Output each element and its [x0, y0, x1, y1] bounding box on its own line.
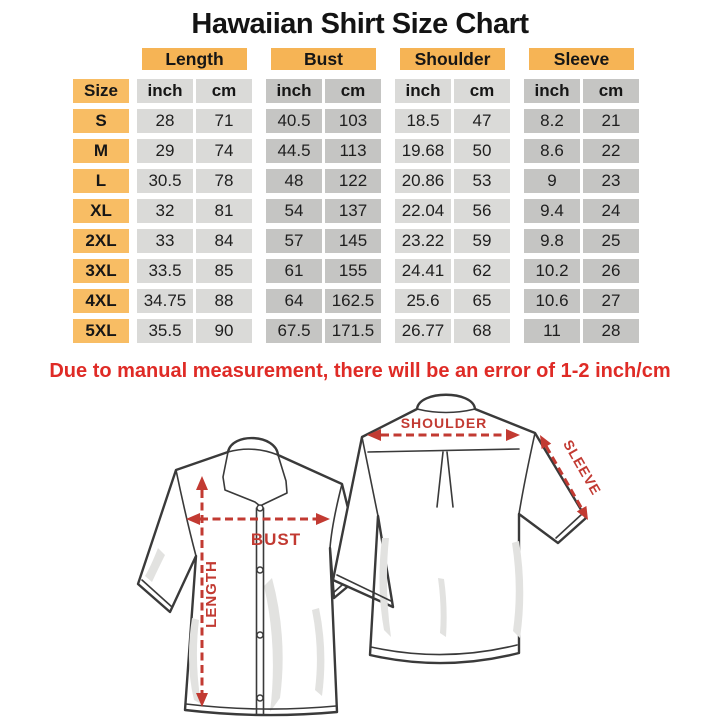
size-label: 2XL	[73, 229, 129, 253]
sleeve-cm-value: 23	[583, 169, 639, 193]
shoulder-values	[395, 139, 510, 163]
table-row	[73, 319, 639, 343]
length-inch-value: 33	[137, 229, 193, 253]
length-cm-value: 88	[196, 289, 252, 313]
size-label: 4XL	[73, 289, 129, 313]
sleeve-values	[524, 289, 639, 313]
bust-inch-value: 44.5	[266, 139, 322, 163]
table-row	[73, 169, 639, 193]
length-inch-value: 32	[137, 199, 193, 223]
bust-inch-value: 57	[266, 229, 322, 253]
bust-cm-value: 137	[325, 199, 381, 223]
group-header-row	[137, 48, 639, 70]
length-values	[137, 319, 252, 343]
size-header-cell: Size	[73, 79, 129, 103]
shoulder-inch-value: 25.6	[395, 289, 451, 313]
size-label: 3XL	[73, 259, 129, 283]
sleeve-cm-value: 27	[583, 289, 639, 313]
shoulder-values	[395, 289, 510, 313]
size-label: S	[73, 109, 129, 133]
length-cm-value: 74	[196, 139, 252, 163]
table-row	[73, 139, 639, 163]
length-values	[137, 229, 252, 253]
button	[257, 632, 263, 638]
length-values	[137, 199, 252, 223]
length-inch-value: 33.5	[137, 259, 193, 283]
unit-inch-cell: inch	[137, 79, 193, 103]
shoulder-cm-value: 50	[454, 139, 510, 163]
unit-inch-cell: inch	[395, 79, 451, 103]
sleeve-values	[524, 169, 639, 193]
bust-values	[266, 289, 381, 313]
length-inch-value: 34.75	[137, 289, 193, 313]
shoulder-cm-value: 56	[454, 199, 510, 223]
table-row	[73, 289, 639, 313]
bust-cm-value: 103	[325, 109, 381, 133]
bust-inch-value: 64	[266, 289, 322, 313]
size-label: XL	[73, 199, 129, 223]
sleeve-values	[524, 199, 639, 223]
button	[257, 567, 263, 573]
length-cm-value: 81	[196, 199, 252, 223]
sleeve-cm-value: 28	[583, 319, 639, 343]
shoulder-label: SHOULDER	[400, 415, 488, 431]
bust-values	[266, 319, 381, 343]
unit-cm-cell: cm	[196, 79, 252, 103]
button	[257, 695, 263, 701]
shoulder-cm-value: 62	[454, 259, 510, 283]
shoulder-inch-value: 22.04	[395, 199, 451, 223]
bust-inch-value: 61	[266, 259, 322, 283]
length-inch-value: 29	[137, 139, 193, 163]
unit-inch-cell: inch	[524, 79, 580, 103]
sleeve-values	[524, 229, 639, 253]
shoulder-inch-value: 18.5	[395, 109, 451, 133]
unit-cm-cell: cm	[583, 79, 639, 103]
shoulder-inch-value: 19.68	[395, 139, 451, 163]
sleeve-inch-value: 10.2	[524, 259, 580, 283]
bust-cm-value: 122	[325, 169, 381, 193]
sleeve-cm-value: 24	[583, 199, 639, 223]
shoulder-inch-value: 24.41	[395, 259, 451, 283]
sleeve-inch-value: 11	[524, 319, 580, 343]
bust-group-header: Bust	[271, 48, 376, 70]
back-shirt-diagram	[326, 388, 606, 688]
units-row	[73, 79, 639, 103]
bust-cm-value: 145	[325, 229, 381, 253]
length-values	[137, 169, 252, 193]
sleeve-inch-value: 9.8	[524, 229, 580, 253]
sleeve-group-header: Sleeve	[529, 48, 634, 70]
length-cm-value: 71	[196, 109, 252, 133]
sleeve-inch-value: 9	[524, 169, 580, 193]
table-row	[73, 199, 639, 223]
bust-inch-value: 48	[266, 169, 322, 193]
shoulder-inch-value: 26.77	[395, 319, 451, 343]
bust-cm-value: 162.5	[325, 289, 381, 313]
shoulder-cm-value: 53	[454, 169, 510, 193]
length-values	[137, 109, 252, 133]
sleeve-values	[524, 259, 639, 283]
size-chart-table	[73, 48, 639, 349]
length-cm-value: 78	[196, 169, 252, 193]
length-cm-value: 84	[196, 229, 252, 253]
sleeve-inch-value: 9.4	[524, 199, 580, 223]
size-label: M	[73, 139, 129, 163]
sleeve-values	[524, 109, 639, 133]
shoulder-units	[395, 79, 510, 103]
sleeve-inch-value: 8.6	[524, 139, 580, 163]
length-inch-value: 35.5	[137, 319, 193, 343]
bust-values	[266, 199, 381, 223]
shoulder-values	[395, 199, 510, 223]
length-group-header: Length	[142, 48, 247, 70]
size-label: 5XL	[73, 319, 129, 343]
shoulder-cm-value: 59	[454, 229, 510, 253]
table-row	[73, 259, 639, 283]
shoulder-inch-value: 23.22	[395, 229, 451, 253]
bust-values	[266, 259, 381, 283]
bust-values	[266, 229, 381, 253]
shoulder-inch-value: 20.86	[395, 169, 451, 193]
page-title: Hawaiian Shirt Size Chart	[191, 8, 529, 40]
bust-label: BUST	[250, 530, 302, 549]
length-cm-value: 85	[196, 259, 252, 283]
bust-cm-value: 113	[325, 139, 381, 163]
shoulder-group-header: Shoulder	[400, 48, 505, 70]
button	[257, 505, 263, 511]
length-inch-value: 30.5	[137, 169, 193, 193]
bust-values	[266, 169, 381, 193]
note-text: Due to manual measurement, there will be an error of 1-2 inch/cm	[49, 360, 671, 382]
sleeve-cm-value: 22	[583, 139, 639, 163]
length-cm-value: 90	[196, 319, 252, 343]
length-values	[137, 139, 252, 163]
table-row	[73, 229, 639, 253]
sleeve-cm-value: 21	[583, 109, 639, 133]
shoulder-cm-value: 68	[454, 319, 510, 343]
bust-cm-value: 171.5	[325, 319, 381, 343]
sleeve-cm-value: 26	[583, 259, 639, 283]
table-row	[73, 109, 639, 133]
bust-inch-value: 54	[266, 199, 322, 223]
sleeve-values	[524, 319, 639, 343]
length-inch-value: 28	[137, 109, 193, 133]
sleeve-cm-value: 25	[583, 229, 639, 253]
shoulder-values	[395, 319, 510, 343]
shoulder-values	[395, 229, 510, 253]
shoulder-values	[395, 259, 510, 283]
bust-inch-value: 40.5	[266, 109, 322, 133]
size-label: L	[73, 169, 129, 193]
shoulder-values	[395, 109, 510, 133]
bust-cm-value: 155	[325, 259, 381, 283]
length-values	[137, 259, 252, 283]
shoulder-cm-value: 65	[454, 289, 510, 313]
length-values	[137, 289, 252, 313]
length-units	[137, 79, 252, 103]
bust-inch-value: 67.5	[266, 319, 322, 343]
unit-cm-cell: cm	[325, 79, 381, 103]
sleeve-values	[524, 139, 639, 163]
length-label: LENGTH	[203, 560, 220, 628]
sleeve-inch-value: 10.6	[524, 289, 580, 313]
shoulder-cm-value: 47	[454, 109, 510, 133]
sleeve-inch-value: 8.2	[524, 109, 580, 133]
bust-units	[266, 79, 381, 103]
unit-cm-cell: cm	[454, 79, 510, 103]
bust-values	[266, 139, 381, 163]
sleeve-label: SLEEVE	[560, 436, 605, 499]
unit-inch-cell: inch	[266, 79, 322, 103]
bust-values	[266, 109, 381, 133]
sleeve-units	[524, 79, 639, 103]
shoulder-values	[395, 169, 510, 193]
